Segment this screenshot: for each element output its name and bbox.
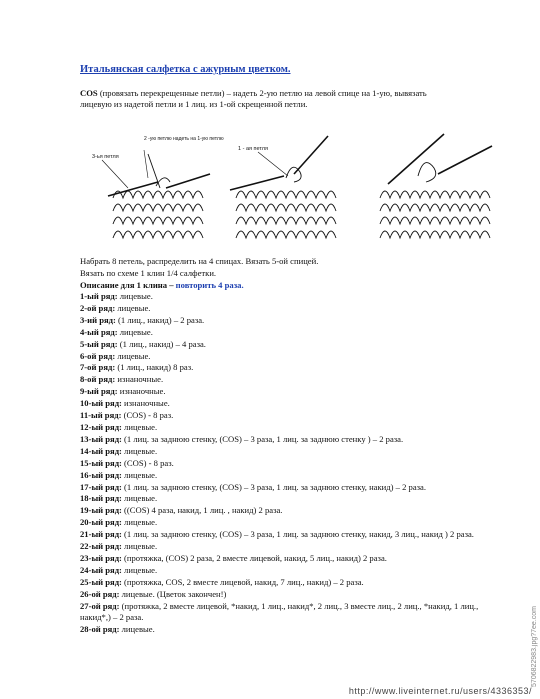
pattern-row <box>80 398 480 410</box>
row-text: (протяжка, (COS) 2 раза, 2 вместе лицевой, накид, 5 лиц., накид) 2 раза. <box>121 552 387 563</box>
row-label: 6-ой ряд: <box>80 350 116 361</box>
watermark-url-text: http://www.liveinternet.ru/users/4336353/ <box>348 686 532 696</box>
intro-text: (провязать перекрещенные петли) – надеть 2-ую петлю на левой спице на 1-ую, вывязать лицевую из надетой петли и 1 лиц. из 1-ой скрещенной петли. <box>80 88 427 109</box>
row-label: 22-ый ряд: <box>80 541 122 552</box>
row-list <box>80 291 480 636</box>
illustration-panel-3 <box>380 134 492 238</box>
row-label: 25-ый ряд: <box>80 576 122 587</box>
pattern-row <box>80 446 480 458</box>
row-text: лицевые. <box>117 291 153 301</box>
row-text: изнаночные. <box>121 398 170 409</box>
pattern-row <box>80 303 480 315</box>
pattern-row <box>80 327 480 339</box>
row-text: (1 лиц., накид) – 4 раза. <box>117 338 206 349</box>
pattern-row <box>80 351 480 363</box>
pattern-row <box>80 493 480 505</box>
row-text: (1 лиц., накид) 8 раз. <box>115 362 194 373</box>
document-title[interactable]: Итальянская салфетка с ажурным цветком. <box>80 64 291 75</box>
row-label: 4-ый ряд: <box>80 326 118 337</box>
pattern-row <box>80 458 480 470</box>
row-label: 9-ый ряд: <box>80 386 118 397</box>
pattern-row <box>80 601 480 625</box>
row-label: 27-ой ряд: <box>80 600 120 611</box>
row-text: лицевые. <box>121 493 158 504</box>
row-text: (1 лиц. за заднюю стенку, (COS) – 3 раза, 1 лиц. за заднюю стенку ) – 2 раза. <box>121 433 404 444</box>
row-text: лицевые. <box>121 564 158 575</box>
row-label: 8-ой ряд: <box>80 374 116 385</box>
row-text: лицевые. <box>121 517 158 528</box>
row-label: 19-ый ряд: <box>80 505 122 516</box>
row-label: 10-ый ряд: <box>80 398 122 409</box>
row-label: 12-ый ряд: <box>80 421 122 432</box>
row-label: 13-ый ряд: <box>80 433 122 444</box>
row-text: (протяжка, COS, 2 вместе лицевой, накид, 7 лиц., накид) – 2 раза. <box>121 576 364 587</box>
section-heading <box>80 279 480 291</box>
figure-label-2nd-onto-1st: 2 -ую петлю надеть на 1-ую петлю <box>144 136 224 142</box>
row-text: (1 лиц. за заднюю стенку, (COS) – 3 раза, 1 лиц. за заднюю стенку, накид, 3 лиц., накид ) 2 раза. <box>121 529 474 540</box>
pattern-row <box>80 374 480 386</box>
pattern-row <box>80 541 480 553</box>
row-label: 11-ый ряд: <box>80 410 122 421</box>
pattern-row <box>80 505 480 517</box>
row-label: 15-ый ряд: <box>80 457 122 468</box>
cos-stitch-illustration <box>88 126 496 252</box>
row-label: 28-ой ряд: <box>80 624 120 635</box>
row-text: (COS) - 8 раз. <box>121 457 174 468</box>
row-label: 17-ый ряд: <box>80 481 122 492</box>
row-label: 21-ый ряд: <box>80 529 122 540</box>
row-text: лицевые. (Цветок закончен!) <box>119 588 227 599</box>
row-text: лицевые. <box>121 421 158 432</box>
pattern-row <box>80 410 480 422</box>
intro-term: COS <box>80 88 98 98</box>
pattern-row <box>80 529 480 541</box>
instruction-line: Вязать по схеме 1 клин 1/4 салфетки. <box>80 268 217 278</box>
row-label: 26-ой ряд: <box>80 588 120 599</box>
row-text: (1 лиц. за заднюю стенку, (COS) – 3 раза, 1 лиц. за заднюю стенку, накид) – 2 раза. <box>121 481 426 492</box>
pattern-row <box>80 624 480 636</box>
row-text: (1 лиц., накид) – 2 раза. <box>115 314 205 325</box>
row-text: лицевые. <box>117 326 153 337</box>
pattern-row <box>80 339 480 351</box>
pattern-row <box>80 434 480 446</box>
pattern-row <box>80 577 480 589</box>
row-text: изнаночные. <box>115 374 164 385</box>
row-label: 1-ый ряд: <box>80 291 118 301</box>
figure-label-3rd-loop: 3-ья петля <box>92 154 119 160</box>
section-heading-prefix: Описание для 1 клина – <box>80 280 176 290</box>
row-text: лицевые. <box>121 541 158 552</box>
row-label: 20-ый ряд: <box>80 517 122 528</box>
row-label: 7-ой ряд: <box>80 362 116 373</box>
pattern-row <box>80 565 480 577</box>
row-text: лицевые. <box>121 469 158 480</box>
row-label: 24-ый ряд: <box>80 564 122 575</box>
pattern-row <box>80 553 480 565</box>
row-text: лицевые. <box>119 624 155 635</box>
row-text: изнаночные. <box>117 386 166 397</box>
row-label: 16-ый ряд: <box>80 469 122 480</box>
pattern-row <box>80 291 480 303</box>
row-label: 23-ый ряд: <box>80 552 122 563</box>
row-label: 18-ый ряд: <box>80 493 122 504</box>
row-label: 2-ой ряд: <box>80 302 116 313</box>
pattern-row <box>80 517 480 529</box>
row-text: лицевые. <box>115 302 151 313</box>
pattern-row <box>80 315 480 327</box>
instruction-line: Набрать 8 петель, распределить на 4 спицах. Вязать 5-ой спицей. <box>80 256 319 266</box>
pattern-row <box>80 589 480 601</box>
row-text: ((COS) 4 раза, накид, 1 лиц. , накид) 2 раза. <box>121 505 283 516</box>
pattern-row <box>80 422 480 434</box>
row-text: лицевые. <box>121 445 158 456</box>
pattern-row <box>80 362 480 374</box>
row-label: 14-ый ряд: <box>80 445 122 456</box>
illustration-panel-1 <box>102 150 210 238</box>
row-text: лицевые. <box>115 350 151 361</box>
pattern-row <box>80 470 480 482</box>
watermark-vertical: 5706822983.jpg?7ee.com <box>531 606 538 687</box>
row-text: (COS) - 8 раз. <box>121 410 174 421</box>
row-label: 3-ий ряд: <box>80 314 116 325</box>
pattern-row <box>80 482 480 494</box>
pattern-row <box>80 386 480 398</box>
row-label: 5-ый ряд: <box>80 338 118 349</box>
figure-label-1st-loop: 1 - ая петля <box>238 146 268 152</box>
row-text: (протяжка, 2 вместе лицевой, *накид, 1 лиц., накид*, 2 лиц., 3 вместе лиц., 2 лиц., *накид, 1 лиц., накид*,) – 2 раза. <box>80 600 479 623</box>
watermark-url <box>349 686 532 696</box>
section-heading-accent: повторить 4 раза. <box>175 280 244 290</box>
instructions <box>80 255 480 291</box>
intro-paragraph <box>80 88 460 110</box>
